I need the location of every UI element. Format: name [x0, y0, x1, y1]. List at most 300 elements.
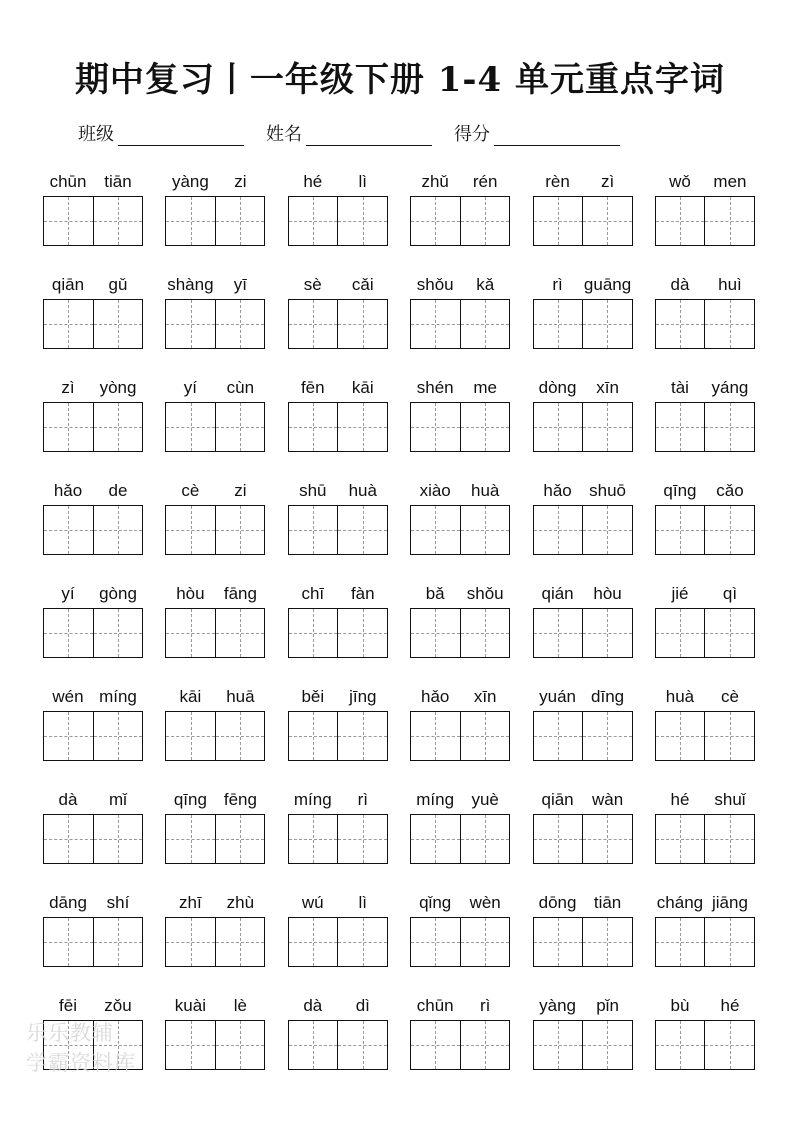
guide-line-horizontal — [411, 324, 460, 325]
guide-line-horizontal — [461, 942, 510, 943]
writing-box-pair — [288, 608, 388, 658]
guide-line-horizontal — [44, 324, 93, 325]
writing-box[interactable] — [411, 609, 460, 657]
writing-box[interactable] — [582, 403, 632, 451]
pinyin-syllable: jiāng — [711, 893, 748, 912]
guide-line-horizontal — [94, 633, 143, 634]
writing-box[interactable] — [215, 403, 265, 451]
pinyin-row — [288, 168, 388, 196]
writing-box[interactable] — [44, 506, 93, 554]
writing-box[interactable] — [460, 712, 510, 760]
pinyin-row — [165, 992, 265, 1020]
word-cell — [43, 271, 143, 349]
writing-box[interactable] — [656, 918, 705, 966]
word-cell — [655, 374, 755, 452]
pinyin-syllable: zi — [234, 172, 247, 191]
name-blank[interactable] — [306, 127, 432, 146]
pinyin-syllable: huà — [470, 481, 500, 500]
writing-box-pair — [288, 402, 388, 452]
pinyin-row — [410, 683, 510, 711]
writing-box-pair — [410, 1020, 510, 1070]
guide-line-horizontal — [166, 839, 215, 840]
writing-box[interactable] — [337, 609, 387, 657]
writing-box[interactable] — [289, 815, 338, 863]
writing-box[interactable] — [656, 197, 705, 245]
writing-box[interactable] — [166, 506, 215, 554]
writing-box-pair — [533, 917, 633, 967]
pinyin-syllable: mǐ — [109, 790, 127, 809]
writing-box[interactable] — [582, 1021, 632, 1069]
writing-box[interactable] — [704, 712, 754, 760]
writing-box[interactable] — [289, 403, 338, 451]
guide-line-horizontal — [94, 427, 143, 428]
writing-box[interactable] — [411, 403, 460, 451]
writing-box[interactable] — [704, 403, 754, 451]
word-cell — [165, 271, 265, 349]
guide-line-horizontal — [583, 530, 632, 531]
word-cell — [165, 580, 265, 658]
pinyin-row — [533, 683, 633, 711]
pinyin-syllable: rèn — [545, 172, 570, 191]
pinyin-syllable: yí — [183, 378, 197, 397]
writing-box[interactable] — [704, 197, 754, 245]
writing-box[interactable] — [534, 197, 583, 245]
writing-box[interactable] — [460, 815, 510, 863]
guide-line-horizontal — [534, 839, 583, 840]
pinyin-row — [288, 683, 388, 711]
writing-box[interactable] — [534, 609, 583, 657]
writing-box[interactable] — [166, 918, 215, 966]
writing-box-pair — [165, 505, 265, 555]
guide-line-horizontal — [216, 736, 265, 737]
writing-box[interactable] — [166, 712, 215, 760]
writing-box-pair — [43, 505, 143, 555]
writing-box[interactable] — [656, 403, 705, 451]
writing-box[interactable] — [44, 403, 93, 451]
guide-line-horizontal — [94, 530, 143, 531]
writing-box[interactable] — [460, 300, 510, 348]
pinyin-syllable: men — [713, 172, 747, 191]
pinyin-row — [165, 374, 265, 402]
pinyin-syllable: dà — [670, 275, 690, 294]
guide-line-horizontal — [411, 839, 460, 840]
word-cell — [288, 168, 388, 246]
writing-box[interactable] — [582, 712, 632, 760]
writing-box[interactable] — [289, 712, 338, 760]
guide-line-horizontal — [461, 633, 510, 634]
guide-line-horizontal — [705, 633, 754, 634]
writing-box[interactable] — [411, 1021, 460, 1069]
pinyin-row — [655, 477, 755, 505]
writing-box[interactable] — [411, 918, 460, 966]
writing-box[interactable] — [93, 197, 143, 245]
pinyin-row — [655, 786, 755, 814]
pinyin-syllable: qīng — [173, 790, 207, 809]
writing-box[interactable] — [289, 609, 338, 657]
writing-box[interactable] — [215, 197, 265, 245]
writing-box[interactable] — [704, 300, 754, 348]
writing-box[interactable] — [582, 300, 632, 348]
guide-line-horizontal — [583, 221, 632, 222]
pinyin-row — [655, 889, 755, 917]
writing-box[interactable] — [704, 1021, 754, 1069]
pinyin-syllable: míng — [416, 790, 455, 809]
writing-box-pair — [288, 711, 388, 761]
writing-box[interactable] — [656, 1021, 705, 1069]
word-cell — [410, 477, 510, 555]
word-cell — [165, 477, 265, 555]
pinyin-syllable: lè — [233, 996, 247, 1015]
pinyin-syllable: kāi — [179, 687, 202, 706]
writing-box-pair — [288, 505, 388, 555]
writing-box[interactable] — [460, 197, 510, 245]
pinyin-row — [533, 786, 633, 814]
writing-box[interactable] — [534, 506, 583, 554]
writing-box[interactable] — [93, 403, 143, 451]
pinyin-syllable: fàn — [350, 584, 375, 603]
class-blank[interactable] — [118, 127, 244, 146]
guide-line-horizontal — [656, 942, 705, 943]
pinyin-row — [165, 477, 265, 505]
word-cell — [165, 992, 265, 1070]
guide-line-horizontal — [289, 1045, 338, 1046]
writing-box-pair — [288, 1020, 388, 1070]
writing-box[interactable] — [582, 197, 632, 245]
pinyin-syllable: lì — [358, 893, 368, 912]
pinyin-syllable: wàn — [591, 790, 624, 809]
pinyin-syllable: chūn — [416, 996, 454, 1015]
pinyin-row — [288, 889, 388, 917]
word-cell — [655, 683, 755, 761]
word-cell — [288, 580, 388, 658]
writing-box[interactable] — [215, 712, 265, 760]
guide-line-horizontal — [166, 942, 215, 943]
writing-box[interactable] — [656, 300, 705, 348]
guide-line-horizontal — [216, 633, 265, 634]
writing-box[interactable] — [215, 918, 265, 966]
pinyin-row — [655, 374, 755, 402]
writing-box[interactable] — [534, 403, 583, 451]
writing-box-pair — [43, 814, 143, 864]
writing-box[interactable] — [656, 815, 705, 863]
writing-box[interactable] — [93, 712, 143, 760]
pinyin-syllable: tiān — [593, 893, 622, 912]
writing-box-pair — [533, 814, 633, 864]
writing-box[interactable] — [337, 506, 387, 554]
word-cell — [655, 889, 755, 967]
watermark-line-1: 乐乐教辅 — [26, 1021, 114, 1045]
pinyin-syllable: hé — [670, 790, 690, 809]
word-cell — [43, 786, 143, 864]
writing-box[interactable] — [534, 300, 583, 348]
writing-box-pair — [165, 814, 265, 864]
writing-box[interactable] — [656, 609, 705, 657]
pinyin-syllable: yàng — [539, 996, 576, 1015]
pinyin-syllable: rì — [357, 790, 368, 809]
writing-box[interactable] — [93, 300, 143, 348]
writing-box[interactable] — [166, 403, 215, 451]
word-cell — [655, 580, 755, 658]
writing-box[interactable] — [582, 918, 632, 966]
writing-box-pair — [655, 196, 755, 246]
writing-box[interactable] — [460, 1021, 510, 1069]
writing-box[interactable] — [215, 300, 265, 348]
word-cell — [288, 786, 388, 864]
guide-line-horizontal — [656, 1045, 705, 1046]
writing-box[interactable] — [289, 1021, 338, 1069]
writing-box[interactable] — [534, 918, 583, 966]
writing-box[interactable] — [411, 712, 460, 760]
pinyin-syllable: qǐng — [419, 893, 452, 912]
word-grid — [43, 168, 755, 1070]
writing-box[interactable] — [534, 1021, 583, 1069]
writing-box[interactable] — [582, 609, 632, 657]
pinyin-syllable: shǒu — [416, 275, 454, 294]
pinyin-row — [43, 889, 143, 917]
writing-box[interactable] — [166, 609, 215, 657]
writing-box[interactable] — [44, 609, 93, 657]
pinyin-row — [43, 992, 143, 1020]
writing-box-pair — [410, 917, 510, 967]
writing-box[interactable] — [93, 918, 143, 966]
pinyin-syllable: cè — [720, 687, 739, 706]
writing-box[interactable] — [460, 506, 510, 554]
writing-box[interactable] — [337, 815, 387, 863]
writing-box[interactable] — [215, 815, 265, 863]
pinyin-row — [165, 168, 265, 196]
guide-line-horizontal — [166, 221, 215, 222]
score-label: 得分 — [454, 124, 490, 145]
writing-box[interactable] — [289, 506, 338, 554]
pinyin-syllable: xīn — [596, 378, 619, 397]
pinyin-syllable: chūn — [49, 172, 87, 191]
writing-box[interactable] — [534, 712, 583, 760]
guide-line-horizontal — [216, 324, 265, 325]
guide-line-horizontal — [461, 839, 510, 840]
writing-box[interactable] — [166, 815, 215, 863]
writing-box[interactable] — [411, 815, 460, 863]
pinyin-syllable: kǎ — [476, 275, 495, 294]
writing-box[interactable] — [337, 918, 387, 966]
pinyin-syllable: wú — [301, 893, 324, 912]
guide-line-horizontal — [461, 427, 510, 428]
pinyin-syllable: zi — [234, 481, 247, 500]
writing-box[interactable] — [656, 506, 705, 554]
pinyin-row — [655, 683, 755, 711]
writing-box[interactable] — [215, 609, 265, 657]
writing-box[interactable] — [582, 815, 632, 863]
pinyin-row — [533, 374, 633, 402]
pinyin-syllable: yòng — [99, 378, 137, 397]
writing-box[interactable] — [337, 300, 387, 348]
guide-line-horizontal — [705, 530, 754, 531]
pinyin-syllable: fēng — [223, 790, 257, 809]
class-label: 班级 — [78, 124, 114, 145]
writing-box[interactable] — [582, 506, 632, 554]
writing-box-pair — [410, 402, 510, 452]
writing-box[interactable] — [534, 815, 583, 863]
writing-box-pair — [165, 1020, 265, 1070]
pinyin-row — [410, 580, 510, 608]
guide-line-horizontal — [216, 427, 265, 428]
guide-line-horizontal — [705, 736, 754, 737]
pinyin-syllable: guāng — [583, 275, 632, 294]
writing-box[interactable] — [289, 197, 338, 245]
pinyin-syllable: wèn — [469, 893, 501, 912]
word-cell — [165, 786, 265, 864]
pinyin-syllable: chī — [301, 584, 325, 603]
pinyin-row — [410, 992, 510, 1020]
writing-box[interactable] — [337, 403, 387, 451]
writing-box-pair — [533, 196, 633, 246]
writing-box-pair — [655, 711, 755, 761]
pinyin-syllable: zhù — [226, 893, 255, 912]
guide-line-horizontal — [461, 1045, 510, 1046]
writing-box-pair — [655, 1020, 755, 1070]
pinyin-syllable: yí — [61, 584, 75, 603]
pinyin-syllable: kāi — [351, 378, 374, 397]
pinyin-syllable: cháng — [656, 893, 704, 912]
writing-box-pair — [43, 608, 143, 658]
writing-box[interactable] — [44, 712, 93, 760]
word-cell — [533, 786, 633, 864]
pinyin-syllable: hòu — [176, 584, 205, 603]
writing-box[interactable] — [44, 918, 93, 966]
writing-box[interactable] — [166, 197, 215, 245]
guide-line-horizontal — [216, 221, 265, 222]
name-label: 姓名 — [266, 124, 302, 145]
writing-box[interactable] — [44, 300, 93, 348]
score-blank[interactable] — [494, 127, 620, 146]
pinyin-syllable: jīng — [349, 687, 377, 706]
word-cell — [655, 271, 755, 349]
pinyin-row — [288, 580, 388, 608]
pinyin-syllable: shǒu — [466, 584, 504, 603]
guide-line-horizontal — [461, 736, 510, 737]
guide-line-horizontal — [166, 633, 215, 634]
guide-line-horizontal — [534, 530, 583, 531]
pinyin-row — [165, 889, 265, 917]
writing-box[interactable] — [656, 712, 705, 760]
writing-box[interactable] — [704, 815, 754, 863]
writing-box[interactable] — [44, 815, 93, 863]
writing-box[interactable] — [704, 918, 754, 966]
pinyin-syllable: huì — [718, 275, 742, 294]
pinyin-row — [288, 992, 388, 1020]
pinyin-syllable: qì — [722, 584, 738, 603]
writing-box[interactable] — [215, 1021, 265, 1069]
pinyin-syllable: shuǐ — [714, 790, 746, 809]
pinyin-syllable: wǒ — [669, 172, 691, 191]
pinyin-syllable: yuè — [471, 790, 499, 809]
writing-box[interactable] — [93, 506, 143, 554]
writing-box[interactable] — [44, 197, 93, 245]
pinyin-syllable: rì — [479, 996, 491, 1015]
pinyin-syllable: cè — [181, 481, 200, 500]
writing-box-pair — [533, 299, 633, 349]
guide-line-horizontal — [338, 839, 387, 840]
guide-line-horizontal — [94, 324, 143, 325]
pinyin-syllable: hé — [720, 996, 740, 1015]
word-cell — [533, 683, 633, 761]
writing-box[interactable] — [93, 815, 143, 863]
pinyin-syllable: fēi — [59, 996, 77, 1015]
writing-box-pair — [655, 505, 755, 555]
writing-box[interactable] — [93, 609, 143, 657]
pinyin-syllable: huà — [348, 481, 377, 500]
writing-box[interactable] — [337, 197, 387, 245]
student-info — [78, 120, 620, 146]
word-cell — [533, 374, 633, 452]
guide-line-horizontal — [411, 221, 460, 222]
pinyin-row — [410, 271, 510, 299]
writing-box[interactable] — [460, 403, 510, 451]
guide-line-horizontal — [289, 427, 338, 428]
word-cell — [410, 168, 510, 246]
writing-box[interactable] — [289, 300, 338, 348]
writing-box-pair — [410, 299, 510, 349]
pinyin-row — [533, 271, 633, 299]
guide-line-horizontal — [656, 221, 705, 222]
writing-box[interactable] — [166, 1021, 215, 1069]
word-cell — [655, 477, 755, 555]
writing-box-pair — [655, 402, 755, 452]
name-field — [266, 120, 432, 146]
pinyin-syllable: gòng — [99, 584, 137, 603]
word-cell — [655, 992, 755, 1070]
word-cell — [655, 168, 755, 246]
pinyin-syllable: yàng — [171, 172, 209, 191]
writing-box[interactable] — [166, 300, 215, 348]
writing-box[interactable] — [289, 918, 338, 966]
writing-box[interactable] — [337, 1021, 387, 1069]
pinyin-syllable: dì — [355, 996, 370, 1015]
guide-line-horizontal — [166, 530, 215, 531]
class-field — [78, 120, 244, 146]
guide-line-horizontal — [94, 221, 143, 222]
guide-line-horizontal — [583, 839, 632, 840]
pinyin-row — [288, 271, 388, 299]
pinyin-row — [410, 889, 510, 917]
pinyin-syllable: hǎo — [53, 481, 83, 500]
writing-box-pair — [410, 505, 510, 555]
writing-box[interactable] — [411, 300, 460, 348]
pinyin-row — [165, 271, 265, 299]
writing-box[interactable] — [704, 609, 754, 657]
guide-line-horizontal — [583, 736, 632, 737]
writing-box[interactable] — [460, 918, 510, 966]
guide-line-horizontal — [289, 633, 338, 634]
pinyin-syllable: dà — [303, 996, 323, 1015]
writing-box-pair — [288, 814, 388, 864]
writing-box[interactable] — [704, 506, 754, 554]
pinyin-syllable: zhī — [179, 893, 202, 912]
pinyin-syllable: hǎo — [543, 481, 572, 500]
writing-box[interactable] — [460, 609, 510, 657]
writing-box[interactable] — [337, 712, 387, 760]
pinyin-syllable: xīn — [473, 687, 497, 706]
writing-box[interactable] — [215, 506, 265, 554]
writing-box[interactable] — [411, 506, 460, 554]
guide-line-horizontal — [656, 633, 705, 634]
pinyin-syllable: shén — [416, 378, 454, 397]
guide-line-horizontal — [44, 736, 93, 737]
pinyin-syllable: rì — [552, 275, 563, 294]
writing-box[interactable] — [411, 197, 460, 245]
pinyin-row — [43, 683, 143, 711]
pinyin-row — [410, 374, 510, 402]
writing-box-pair — [410, 608, 510, 658]
